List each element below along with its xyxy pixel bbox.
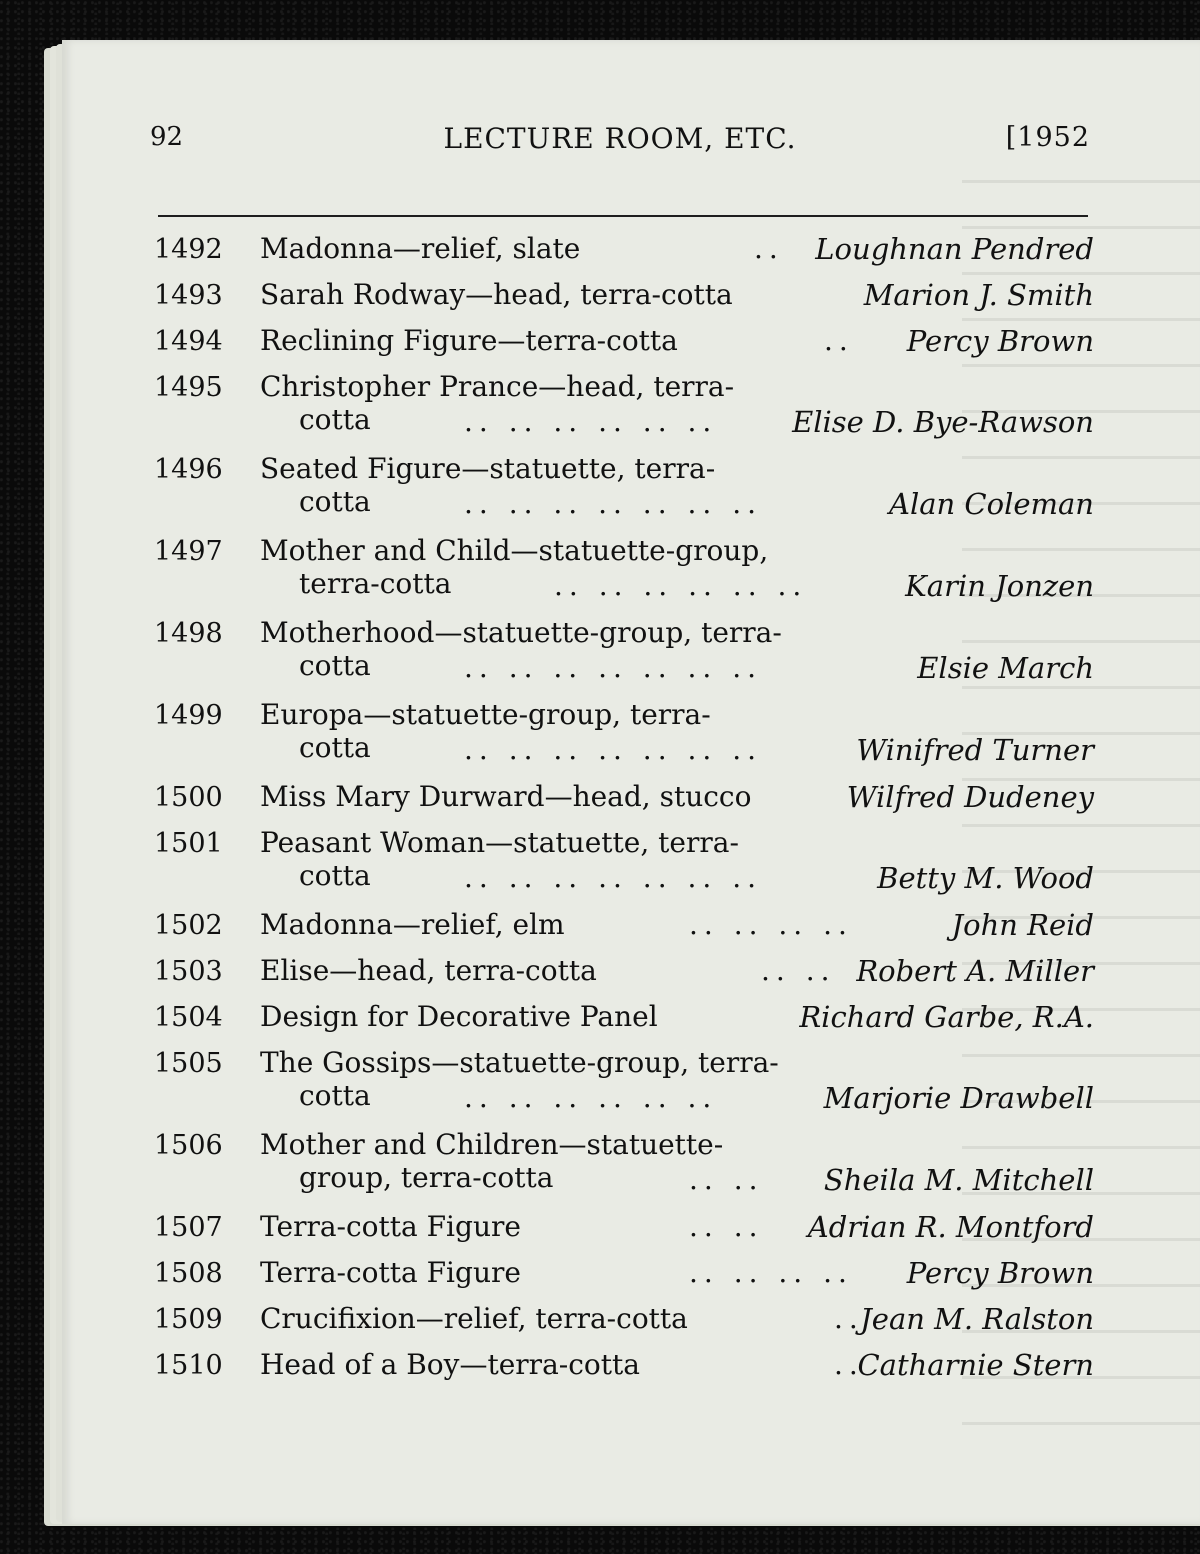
entry-artist: Jean M. Ralston <box>860 1302 1094 1336</box>
year-label: [1952 <box>1005 122 1090 153</box>
entry-number: 1495 <box>154 372 223 403</box>
entry-title: Reclining Figure—terra-cotta <box>260 324 678 357</box>
entry-number: 1492 <box>154 234 223 265</box>
entry-artist: Winifred Turner <box>856 733 1094 767</box>
entry-artist: Karin Jonzen <box>905 569 1094 603</box>
entry-number: 1497 <box>154 536 223 567</box>
entry-artist: Elise D. Bye-Rawson <box>792 405 1094 439</box>
entry-artist: Robert A. Miller <box>856 954 1094 988</box>
entry-number: 1510 <box>154 1350 223 1381</box>
leader-dots: .. .. .. .. <box>689 908 853 941</box>
entry-title: Madonna—relief, slate <box>260 232 581 265</box>
entry-artist: Catharnie Stern <box>857 1348 1094 1382</box>
entry-title-continuation: terra-cotta <box>299 567 452 600</box>
leader-dots: .. <box>834 1348 864 1381</box>
page-header <box>150 122 1090 170</box>
entry-title: Miss Mary Durward—head, stucco <box>260 780 752 813</box>
entry-title: Christopher Prance—head, terra- <box>260 370 735 403</box>
entry-artist: Betty M. Wood <box>877 861 1094 895</box>
leader-dots: .. .. .. .. .. .. <box>464 1081 718 1114</box>
catalogue-entry <box>154 1044 1094 1114</box>
entry-title: Terra-cotta Figure <box>260 1210 521 1243</box>
page-number: 92 <box>150 122 184 152</box>
entry-title: Seated Figure—statuette, terra- <box>260 452 716 485</box>
entry-title: Elise—head, terra-cotta <box>260 954 597 987</box>
leader-dots: .. .. .. .. .. .. .. <box>464 651 763 684</box>
entry-title: Mother and Children—statuette- <box>260 1128 724 1161</box>
leader-dots: .. .. <box>689 1210 764 1243</box>
entry-number: 1505 <box>154 1048 223 1079</box>
entry-number: 1503 <box>154 956 223 987</box>
entry-title: Madonna—relief, elm <box>260 908 565 941</box>
entry-number: 1501 <box>154 828 223 859</box>
leader-dots: .. .. .. .. <box>689 1256 853 1289</box>
entry-number: 1498 <box>154 618 223 649</box>
catalogue-entry <box>154 368 1094 438</box>
leader-dots: .. .. .. .. .. .. .. <box>464 733 763 766</box>
leader-dots: .. <box>754 232 784 265</box>
entry-title-continuation: group, terra-cotta <box>299 1161 554 1194</box>
catalogue-entry <box>154 532 1094 602</box>
entry-number: 1504 <box>154 1002 223 1033</box>
entry-number: 1494 <box>154 326 223 357</box>
catalogue-entry <box>154 906 1094 952</box>
entry-title-continuation: cotta <box>299 859 371 892</box>
entry-title: Europa—statuette-group, terra- <box>260 698 711 731</box>
catalogue-entry <box>154 824 1094 894</box>
entry-artist: Percy Brown <box>906 324 1094 358</box>
entry-artist: Percy Brown <box>906 1256 1094 1290</box>
entry-artist: Marion J. Smith <box>863 278 1094 312</box>
entry-artist: Alan Coleman <box>889 487 1094 521</box>
entry-title-continuation: cotta <box>299 649 371 682</box>
entry-title: Motherhood—statuette-group, terra- <box>260 616 782 649</box>
entry-number: 1509 <box>154 1304 223 1335</box>
catalogue-entry <box>154 276 1094 322</box>
catalogue-entry <box>154 1346 1094 1392</box>
entry-number: 1507 <box>154 1212 223 1243</box>
catalogue-entry <box>154 230 1094 276</box>
entry-artist: Wilfred Dudeney <box>846 780 1094 814</box>
catalogue-entry <box>154 450 1094 520</box>
entry-title: Sarah Rodway—head, terra-cotta <box>260 278 733 311</box>
entry-number: 1508 <box>154 1258 223 1289</box>
entry-artist: Sheila M. Mitchell <box>823 1163 1094 1197</box>
catalogue-entry <box>154 1208 1094 1254</box>
entry-title: Design for Decorative Panel <box>260 1000 658 1033</box>
entry-title: The Gossips—statuette-group, terra- <box>260 1046 779 1079</box>
leader-dots: .. .. <box>689 1163 764 1196</box>
entry-title-continuation: cotta <box>299 403 371 436</box>
entry-title: Terra-cotta Figure <box>260 1256 521 1289</box>
leader-dots: .. .. <box>761 954 836 987</box>
catalogue-entry <box>154 1300 1094 1346</box>
leader-dots: .. .. .. .. .. .. <box>464 405 718 438</box>
entry-artist: Richard Garbe, R.A. <box>799 1000 1094 1034</box>
leader-dots: .. .. .. .. .. .. .. <box>464 487 763 520</box>
leader-dots: .. <box>824 324 854 357</box>
entry-artist: Elsie March <box>917 651 1094 685</box>
entry-number: 1499 <box>154 700 223 731</box>
entry-title-continuation: cotta <box>299 1079 371 1112</box>
catalogue-entry <box>154 322 1094 368</box>
catalogue-entry <box>154 998 1094 1044</box>
entry-title: Mother and Child—statuette-group, <box>260 534 769 567</box>
leader-dots: .. .. .. .. .. .. .. <box>464 861 763 894</box>
entry-artist: John Reid <box>951 908 1094 942</box>
catalogue-entry <box>154 696 1094 766</box>
entry-title: Peasant Woman—statuette, terra- <box>260 826 739 859</box>
entry-title: Head of a Boy—terra-cotta <box>260 1348 640 1381</box>
running-title: LECTURE ROOM, ETC. <box>443 122 797 155</box>
entry-number: 1506 <box>154 1130 223 1161</box>
header-rule <box>158 215 1088 217</box>
entry-list <box>154 230 1094 1392</box>
entry-number: 1496 <box>154 454 223 485</box>
catalogue-entry <box>154 778 1094 824</box>
entry-artist: Adrian R. Montford <box>807 1210 1094 1244</box>
entry-number: 1502 <box>154 910 223 941</box>
leader-dots: .. <box>834 1302 864 1335</box>
catalogue-entry <box>154 952 1094 998</box>
entry-artist: Marjorie Drawbell <box>823 1081 1094 1115</box>
catalogue-entry <box>154 1254 1094 1300</box>
leader-dots: .. .. .. .. .. .. <box>554 569 808 602</box>
catalogue-entry <box>154 1126 1094 1196</box>
entry-title: Crucifixion—relief, terra-cotta <box>260 1302 688 1335</box>
entry-title-continuation: cotta <box>299 731 371 764</box>
entry-number: 1500 <box>154 782 223 813</box>
entry-title-continuation: cotta <box>299 485 371 518</box>
entry-artist: Loughnan Pendred <box>815 232 1094 266</box>
catalogue-entry <box>154 614 1094 684</box>
entry-number: 1493 <box>154 280 223 311</box>
